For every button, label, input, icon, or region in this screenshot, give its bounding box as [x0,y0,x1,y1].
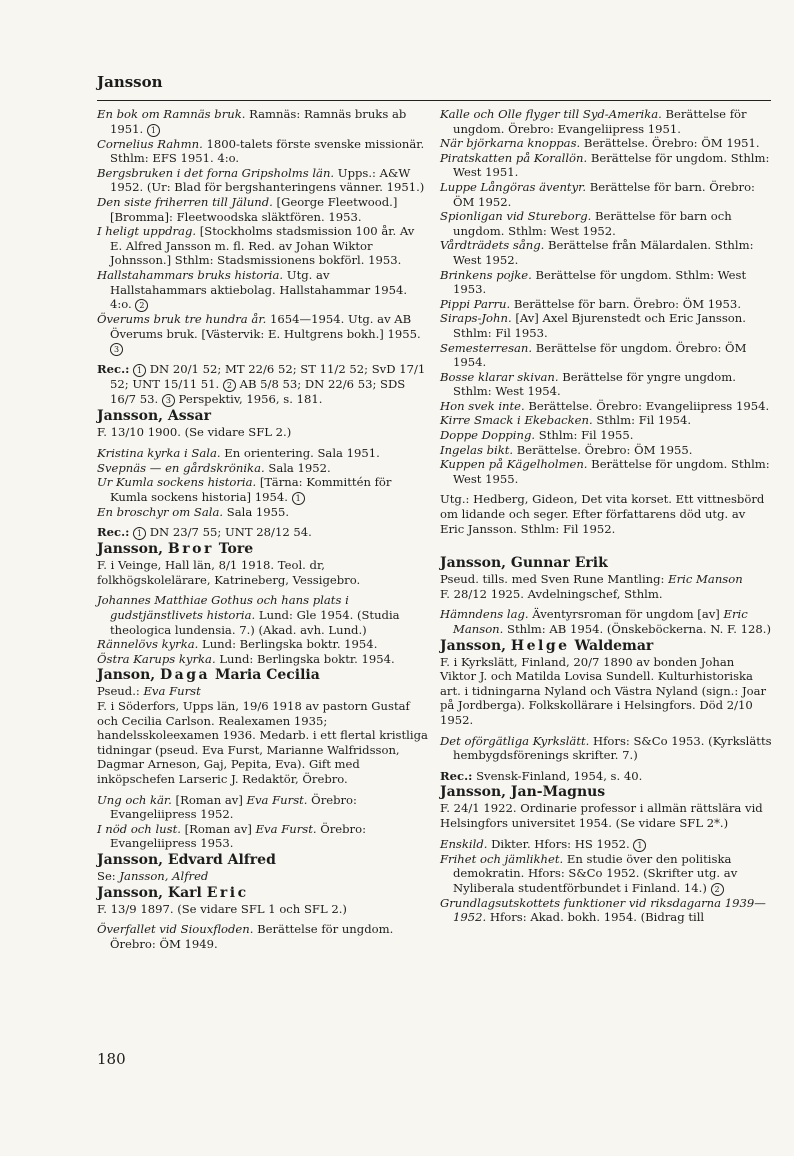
rec-text: DN 20/1 52; MT 22/6 52; ST 11/2 52; SvD 17/1 52; UNT 15/11 51. [110,362,426,392]
intro-works [97,107,429,356]
work-entry: Grundlagsutskottets funktioner vid riksdagarna 1939—1952. Hfors: Akad. bokh. 1954. (Bidrag till [440,895,766,925]
work-title: Luppe Långöras äventyr. [440,179,587,194]
work-entry: Siraps-John. [Av] Axel Bjurenstedt och Eric Jansson. Sthlm: Fil 1953. [440,311,746,340]
entry-heading-assar: Jansson, Assar [97,408,211,425]
entry-bio: F. 13/10 1900. (Se vidare SFL 2.) [97,425,292,440]
work-entry: Hämndens lag. Äventyrsroman för ungdom [av] Eric Manson. Sthlm: AB 1954. (Önskeböckerna. N. F. 128.) [440,607,771,636]
entry-bio: F. 28/12 1925. Avdelningschef, Sthlm. [440,586,663,601]
rec-label: Rec.: [97,362,130,377]
circle-number: 1 [292,492,305,505]
work-title: I nöd och lust. [97,821,181,836]
entry-utg: Utg.: Hedberg, Gideon, Det vita korset. Ett vittnesbörd om lidande och seger. Efter författarens död utg. av Eric Jansson. Sthlm: Fil 1952. [440,492,765,536]
intro-rec [97,362,429,407]
rec-text: Perspektiv, 1956, s. 181. [178,392,323,407]
work-entry: En broschyr om Sala. Sala 1955. [97,504,290,519]
work-title: Kirre Smack i Ekebacken. [440,413,593,428]
work-title: Svepnäs — en gårdskrönika. [97,460,265,475]
work-entry: I heligt uppdrag. [Stockholms stadsmission 100 år. Av E. Alfred Jansson m. fl. Red. av Johan Wiktor Johnsson.] Sthlm: Stadsmissionens bokförl. 1953. [97,224,415,268]
work-entry: Ingelas bikt. Berättelse. Örebro: ÖM 1955. [440,442,693,457]
work-title: Överfallet vid Siouxfloden. [97,922,254,937]
circle-number: 3 [162,394,175,407]
work-title: Kalle och Olle flyger till Syd-Amerika. [440,107,662,121]
circle-number: 3 [110,343,123,356]
janmagnus-works [440,837,772,925]
work-entry: Kalle och Olle flyger till Syd-Amerika. Berättelse för ungdom. Örebro: Evangeliipress 1951. [440,107,747,136]
work-title: Cornelius Rahmn. [97,136,203,151]
work-title: En bok om Ramnäs bruk. [97,107,246,121]
work-title: Ur Kumla sockens historia. [97,475,257,490]
work-entry: Pippi Parru. Berättelse för barn. Örebro: ÖM 1953. [440,296,741,311]
entry-rec [97,525,429,540]
work-entry: Det oförgätliga Kyrkslätt. Hfors: S&Co 1953. (Kyrkslätts hembygdsförenings skrifter. 7.) [440,733,772,763]
work-title: Överums bruk tre hundra år. [97,312,267,327]
circle-number: 2 [711,883,724,896]
work-entry: Johannes Matthiae Gothus och hans plats i gudstjänstlivets historia. Lund: Gle 1954. (Studia theologica lundensia. 7.) (Akad. avh. Lund.) [97,593,400,637]
work-entry: Överums bruk tre hundra år. 1654—1954. Utg. av AB Överums bruk. [Västervik: E. Hultgrens bokh.] 1955. 3 [97,312,421,355]
assar-works [97,446,429,519]
work-title: En broschyr om Sala. [97,504,224,519]
work-entry: Östra Karups kyrka. Lund: Berlingska boktr. 1954. [97,651,395,666]
work-title: Spionligan vid Stureborg. [440,209,592,224]
work-entry: Bosse klarar skivan. Berättelse för yngre ungdom. Sthlm: West 1954. [440,369,736,399]
work-title: Bosse klarar skivan. [440,369,559,384]
work-title: Doppe Dopping. [440,428,536,443]
work-title: Grundlagsutskottets funktioner vid riksdagarna 1939—1952. [440,895,766,925]
work-title: Den siste friherren till Jälund. [97,194,273,209]
work-title: Siraps-John. [440,311,512,326]
work-entry: En bok om Ramnäs bruk. Ramnäs: Ramnäs bruks ab 1951. 1 [97,107,407,136]
work-title: Östra Karups kyrka. [97,651,216,666]
work-title: Semesterresan. [440,340,533,355]
entry-bio: F. i Veinge, Hall län, 8/1 1918. Teol. dr, folkhögskolelärare, Katrineberg, Vessigebro. [97,558,361,587]
helge-works [440,734,772,763]
work-entry: Ung och kär. [Roman av] Eva Furst. Örebro: Evangeliipress 1952. [97,792,357,822]
entry-rec: Rec.: Svensk-Finland, 1954, s. 40. [440,768,643,783]
entry-bio: F. i Söderfors, Upps län, 19/6 1918 av pastorn Gustaf och Cecilia Carlson. Realexamen 1935; handelsskoleexamen 1936. Medarb. i ett flertal kristliga tidningar (pseud. Eva Furst, Marianne Walfridsson, Dagmar Arneson, Gaj, Pepita, Eva). Gift med inköpschefen Larseric J. Redaktör, Örebro. [97,699,428,786]
work-title: Pippi Parru. [440,296,511,311]
entry-bio: F. i Kyrkslätt, Finland, 20/7 1890 av bonden Johan Viktor J. och Matilda Lovisa Sundell. Kulturhistoriska art. i tidningarna Nyland och Västra Nyland (sign.: Joar på Jordberga). Folkskollärare i Helsingfors. Död 2/10 1952. [440,654,767,727]
work-entry: Enskild. Dikter. Hfors: HS 1952. 1 [440,837,772,852]
eric-works-continued [440,107,772,486]
work-title: Hallstahammars bruks historia. [97,267,284,282]
work-title: Frihet och jämlikhet. [440,851,564,866]
work-title: Kristina kyrka i Sala. [97,445,221,460]
running-head: Jansson [97,73,163,91]
rec-text: AB 5/8 53; DN 22/6 53; SDS 16/7 53. [110,377,406,407]
work-title: Hämndens lag. [440,607,529,622]
work-entry: Luppe Långöras äventyr. Berättelse för barn. Örebro: ÖM 1952. [440,179,755,209]
work-entry: När björkarna knoppas. Berättelse. Örebro: ÖM 1951. [440,136,760,151]
work-title: Enskild. [440,836,488,851]
entry-bio: F. 24/1 1922. Ordinarie professor i allmän rättslära vid Helsingfors universitet 1954. (Se vidare SFL 2*.) [440,801,763,830]
work-entry: Cornelius Rahmn. 1800-talets förste svenske missionär. Sthlm: EFS 1951. 4:o. [97,136,425,166]
work-entry: Den siste friherren till Jälund. [George Fleetwood.] [Bromma]: Fleetwoodska släktfören. 1953. [97,194,398,224]
circle-number: 1 [633,839,646,852]
work-title: I heligt uppdrag. [97,224,197,239]
daga-works [97,793,429,851]
work-title: Piratskatten på Korallön. [440,150,588,165]
work-entry: Spionligan vid Stureborg. Berättelse för barn och ungdom. Sthlm: West 1952. [440,209,732,238]
work-title: Rännelövs kyrka. [97,637,199,652]
circle-number: 2 [135,299,148,312]
entry-pseud: Pseud. tills. med Sven Rune Mantling: Eric Manson [440,572,743,587]
circle-number: 2 [223,379,236,392]
work-entry: Kristina kyrka i Sala. En orientering. Sala 1951. [97,445,380,460]
work-title: Hon svek inte. [440,398,525,413]
rec-text: DN 23/7 55; UNT 28/12 54. [149,525,312,540]
circle-number: 1 [147,124,160,137]
circle-number: 1 [133,364,146,377]
work-entry: Doppe Dopping. Sthlm: Fil 1955. [440,428,634,443]
work-entry: I nöd och lust. [Roman av] Eva Furst. Örebro: Evangeliipress 1953. [97,821,366,851]
entry-heading-helge: Jansson, Helge Waldemar [440,637,654,654]
entry-heading-gunnar: Jansson, Gunnar Erik [440,555,608,572]
entry-bio: F. 13/9 1897. (Se vidare SFL 1 och SFL 2.) [97,901,347,916]
circle-number: 1 [133,527,146,540]
work-title: Kuppen på Kägelholmen. [440,457,588,472]
work-entry: Ur Kumla sockens historia. [Tärna: Kommittén för Kumla sockens historia] 1954. 1 [97,475,392,504]
header-rule [97,100,771,101]
work-entry: Frihet och jämlikhet. En studie över den politiska demokratin. Hfors: S&Co 1952. (Skrifter utg. av Nyliberala studentförbundet i Finland. 14.) 2 [440,851,738,895]
bror-works [97,593,429,666]
work-entry: Vårdträdets sång. Berättelse från Mälardalen. Sthlm: West 1952. [440,238,754,267]
work-entry: Bergsbruken i det forna Gripsholms län. Upps.: A&W 1952. (Ur: Blad för bergshanteringens vänner. 1951.) [97,165,425,195]
work-entry: Brinkens pojke. Berättelse för ungdom. Sthlm: West 1953. [440,267,747,297]
entry-heading-daga: Janson, Daga Maria Cecilia [97,667,320,684]
page-number: 180 [97,1050,126,1068]
eric-works [97,922,429,951]
work-entry: Svepnäs — en gårdskrönika. Sala 1952. [97,460,331,475]
entry-see: Se: Jansson, Alfred [97,868,209,883]
entry-heading-eric: Jansson, Karl Eric [97,884,249,901]
work-title: Ung och kär. [97,792,172,807]
work-entry: Piratskatten på Korallön. Berättelse för ungdom. Sthlm: West 1951. [440,150,770,180]
work-entry: Hon svek inte. Berättelse. Örebro: Evangeliipress 1954. [440,398,770,413]
entry-heading-janmagnus: Jansson, Jan-Magnus [440,784,606,801]
entry-heading-bror: Jansson, Bror Tore [97,541,254,558]
entry-heading-edvard: Jansson, Edvard Alfred [97,851,276,868]
work-title: Vårdträdets sång. [440,238,545,253]
work-entry: Kuppen på Kägelholmen. Berättelse för ungdom. Sthlm: West 1955. [440,457,770,486]
work-title: Ingelas bikt. [440,442,514,457]
work-entry: Hallstahammars bruks historia. Utg. av Hallstahammars aktiebolag. Hallstahammar 1954. 4:o. 2 [97,267,408,312]
work-title: När björkarna knoppas. [440,136,581,151]
entry-pseud: Pseud.: Eva Furst [97,684,201,699]
work-title: Det oförgätliga Kyrkslätt. [440,733,590,748]
right-column [440,107,772,925]
work-entry: Semesterresan. Berättelse för ungdom. Örebro: ÖM 1954. [440,340,747,370]
left-column [97,107,429,951]
work-title: Johannes Matthiae Gothus och hans plats i gudstjänstlivets historia. [97,593,349,623]
work-title: Bergsbruken i det forna Gripsholms län. [97,165,335,180]
work-title: Brinkens pojke. [440,267,532,282]
work-entry: Rännelövs kyrka. Lund: Berlingska boktr. 1954. [97,637,378,652]
gunnar-works [440,607,772,636]
rec-label: Rec.: [97,525,130,540]
work-entry: Överfallet vid Siouxfloden. Berättelse för ungdom. Örebro: ÖM 1949. [97,922,394,951]
work-entry: Kirre Smack i Ekebacken. Sthlm: Fil 1954. [440,413,692,428]
